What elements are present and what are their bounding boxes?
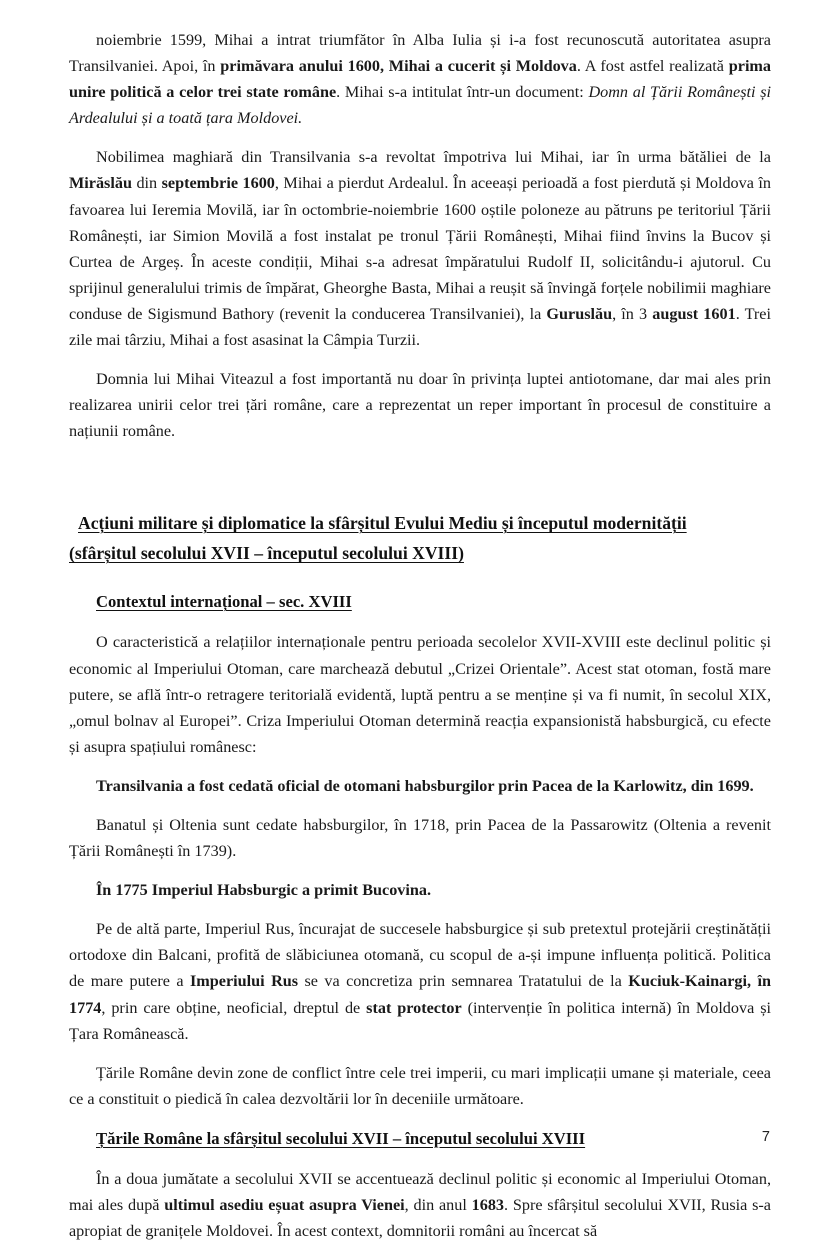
text-run: . Trei zile mai târziu, Mihai a fost asasinat la Câmpia Turzii.	[69, 304, 771, 350]
document-body	[69, 27, 771, 1244]
text-run: Banatul și Oltenia sunt cedate habsburgilor, în 1718, prin Pacea de la Passarowitz (Oltenia a revenit Țării Românești în 1739).	[69, 815, 771, 861]
text-run-bold: Transilvania a fost cedată oficial de otomani habsburgilor prin Pacea de la Karlowitz, din 1699.	[96, 776, 754, 795]
heading-sub-text: Țările Române la sfârșitul secolului XVII – începutul secolului XVIII	[96, 1128, 586, 1148]
text-run-bold: ultimul asediu eșuat asupra Vienei	[164, 1196, 405, 1214]
text-run: noiembrie 1599, Mihai a intrat triumfător în Alba Iulia și i-a fost recunoscută autoritatea asupra Transilvaniei. Apoi, în	[69, 31, 771, 76]
text-run-bold: Mirăslău	[69, 174, 132, 193]
text-run-italic: Domn al Țării Românești și Ardealului și a toată țara Moldovei.	[69, 83, 771, 128]
text-run-bold: prima unire politică a celor trei state române	[69, 57, 772, 102]
heading-sub-tarile-romane	[69, 1126, 771, 1152]
text-run-bold: În 1775 Imperiul Habsburgic a primit Bucovina.	[96, 881, 432, 900]
text-run: (intervenție în politica internă) în Moldova și Țara Românească.	[69, 998, 771, 1043]
heading-sub-text: Contextul internațional – sec. XVIII	[96, 592, 352, 612]
heading-sub-contextul-international	[69, 589, 771, 615]
heading-gap	[69, 1152, 771, 1166]
paragraph-transilvania-karlowitz	[69, 773, 771, 799]
text-run: Țările Române devin zone de conflict între cele trei imperii, cu mari implicații umane și materiale, ceea ce a constituit o piedică în calea dezvoltării lor în deceniile următoare.	[69, 1063, 771, 1108]
text-run-bold: Kuciuk-Kainargi, în 1774	[69, 972, 771, 1017]
heading-gap	[69, 568, 771, 589]
heading-main	[69, 508, 771, 568]
text-run-bold: primăvara anului 1600, Mihai a cucerit și Moldova	[220, 57, 577, 76]
page-number: 7	[761, 1129, 770, 1145]
text-run: . A fost astfel realizată	[576, 57, 729, 76]
text-run-bold: 1683	[471, 1196, 505, 1214]
text-run-bold: Imperiului Rus	[189, 972, 299, 991]
text-run: , din anul	[404, 1196, 472, 1214]
paragraph-mihai-triumf	[69, 27, 771, 131]
paragraph-a-doua-jumatate	[69, 1166, 771, 1244]
text-run: Nobilimea maghiară din Transilvania s-a revoltat împotriva lui Mihai, iar în urma bătăliei de la	[96, 148, 771, 167]
text-run-bold: Guruslău	[546, 304, 613, 323]
text-run: Pe de altă parte, Imperiul Rus, încurajat de succesele habsburgice și sub pretextul protejării creștinătății ortodoxe din Balcani, profită de slăbiciunea otomană, cu scopul de a-și impune influența politică. Politica de mare putere a	[69, 920, 771, 991]
paragraph-caracteristica-relatii	[69, 629, 771, 759]
text-run: , Mihai a pierdut Ardealul. În aceeași perioadă a fost pierdută și Moldova în favoarea lui Ieremia Movilă, iar în octombrie-noiembrie 1600 oștile poloneze au pătruns pe teritoriul Țării Românești, iar Simion Movilă a fost instalat pe tronul Țării Românești, Mihai fiind învins la Bucov și Curtea de Argeș. În aceste condiții, Mihai s-a adresat împăratului Rudolf II, solicitându-i ajutorul. Cu sprijinul generalului trimis de împărat, Gheorghe Basta, Mihai a reușit să învingă forțele nobilimii maghiare conduse de Sigismund Bathory (revenit la conducerea Transilvaniei), la	[69, 174, 771, 323]
text-run: Domnia lui Mihai Viteazul a fost importantă nu doar în privința luptei antiotomane, dar mai ales prin realizarea unirii celor trei țări române, care a reprezentat un reper important în procesul de constituire a națiunii române.	[69, 370, 771, 441]
paragraph-tarile-romane-conflict	[69, 1060, 771, 1112]
text-run: din	[131, 174, 162, 193]
text-run: . Spre sfârșitul secolului XVII, Rusia s-a apropiat de granițele Moldovei. În acest context, domnitorii români au încercat să	[69, 1196, 771, 1241]
paragraph-imperiul-rus	[69, 916, 771, 1046]
text-run-bold: septembrie 1600	[161, 174, 275, 193]
paragraph-banatul-oltenia	[69, 812, 771, 864]
heading-main-line-2: (sfârșitul secolului XVII – începutul secolului XVIII)	[69, 543, 464, 564]
text-run-bold: august 1601	[652, 304, 736, 323]
text-run: În a doua jumătate a secolului XVII se accentuează declinul politic și economic al Imperiului Otoman, mai ales după	[69, 1169, 771, 1214]
text-run: se va concretiza prin semnarea Tratatului de la	[298, 972, 629, 991]
heading-gap	[69, 615, 771, 629]
text-run: , în 3	[612, 304, 653, 323]
text-run: , prin care obține, neoficial, dreptul de	[101, 998, 367, 1017]
section-gap	[69, 444, 771, 508]
paragraph-domnia-mihai	[69, 366, 771, 444]
heading-main-line-1: Acțiuni militare și diplomatice la sfârșitul Evului Mediu și începutul modernității	[78, 513, 687, 534]
text-run: O caracteristică a relațiilor internaționale pentru perioada secolelor XVII-XVIII este declinul politic și economic al Imperiului Otoman, care marchează debutul „Crizei Orientale”. Acest stat otoman, fostă mare putere, se află într-o retragere teritorială evidentă, luptă pentru a se menține și va fi numit, în secolul XIX, „omul bolnav al Europei”. Criza Imperiului Otoman determină reacția expansionistă habsburgică, cu efecte și asupra spațiului românesc:	[69, 633, 771, 756]
paragraph-bucovina-1775	[69, 877, 771, 903]
heading-gap	[69, 1112, 771, 1126]
text-run: . Mihai s-a intitulat într-un document:	[336, 83, 589, 102]
text-run-bold: stat protector	[366, 998, 462, 1017]
paragraph-nobilimea-maghiara	[69, 144, 771, 353]
